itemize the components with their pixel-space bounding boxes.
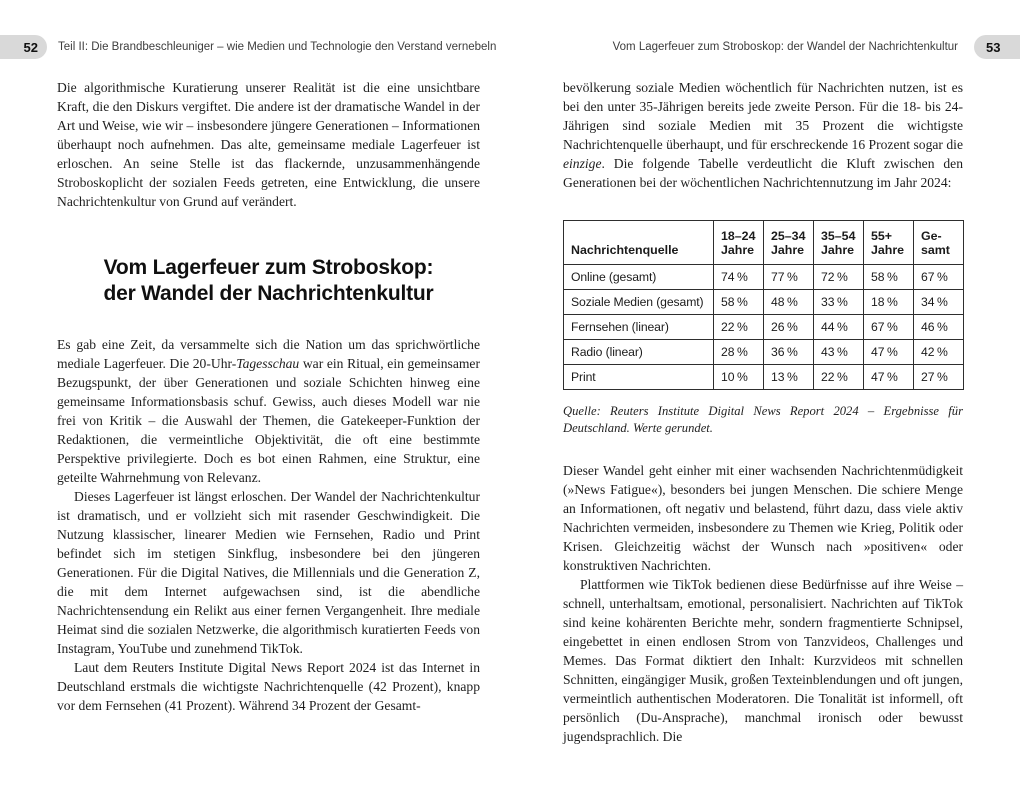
table-cell: 44 % <box>814 315 864 340</box>
table-cell-label: Radio (linear) <box>564 340 714 365</box>
table-header-cell <box>764 221 814 265</box>
paragraph-text: war ein Ritual, ein gemeinsamer Bezugspunkt, der über Generationen und soziale Schichten hinweg eine gemeinsame Informationsbasis schuf. Gewiss, auch dieses Modell war nie frei von Kritik – die Auswahl der Themen, die Gatekeeper-Funktion der Redaktionen, die vermeintliche Objektivität, die oft eine bestimmte Perspektive privilegierte. Doch es bot einen Rahmen, eine Struktur, eine geteilte Wahrnehmung von Relevanz. <box>57 356 480 485</box>
table-header-row <box>564 221 964 265</box>
table-cell: 27 % <box>914 365 964 390</box>
table-cell: 26 % <box>764 315 814 340</box>
table-cell: 28 % <box>714 340 764 365</box>
table-header-line: 35–54 <box>821 229 856 243</box>
page-number-badge-right <box>974 35 1020 59</box>
table-header-line: Ge- <box>921 229 942 243</box>
paragraph-text: bevölkerung soziale Medien wöchentlich für Nachrichten nutzen, ist es bei den unter 35-Jährigen bereits jede zweite Person. Für die 18- bis 24-Jährigen sind soziale Medien mit 35 Prozent die wichtigste Nachrichtenquelle überhaupt, und für erschreckende 16 Prozent sogar die <box>563 80 963 152</box>
table-header-cell <box>914 221 964 265</box>
table-header-line: 55+ <box>871 229 893 243</box>
table-header-line: Jahre <box>721 243 755 257</box>
table-cell-label: Soziale Medien (gesamt) <box>564 290 714 315</box>
table-cell: 43 % <box>814 340 864 365</box>
table-cell: 48 % <box>764 290 814 315</box>
table-header-cell <box>864 221 914 265</box>
news-usage-table <box>563 220 964 390</box>
table-header-cell <box>564 221 714 265</box>
page-number-badge-left <box>0 35 47 59</box>
page-number-right: 53 <box>986 39 1001 55</box>
italic-term: einzige <box>563 156 602 171</box>
table-cell: 77 % <box>764 265 814 290</box>
paragraph: Laut dem Reuters Institute Digital News Report 2024 ist das Internet in Deutschland erstmals die wichtigste Nachrichtenquelle (42 Prozent), knapp vor dem Fernsehen (41 Prozent). Während 34 Prozent der Gesamt- <box>57 660 480 713</box>
table-row <box>564 290 964 315</box>
table-row <box>564 365 964 390</box>
table-cell: 18 % <box>864 290 914 315</box>
table-cell-label: Fernsehen (linear) <box>564 315 714 340</box>
table-cell: 22 % <box>814 365 864 390</box>
table-header-line: samt <box>921 243 950 257</box>
table-cell: 67 % <box>864 315 914 340</box>
table-cell-label: Online (gesamt) <box>564 265 714 290</box>
paragraph: Dieser Wandel geht einher mit einer wachsenden Nachrichtenmüdigkeit (»News Fatigue«), besonders bei jungen Menschen. Die schiere Menge an Informationen, oft negativ und belastend, führt dazu, dass viele aktiv Nachrichten vermeiden, insbesondere zu Themen wie Krieg, Politik oder Krisen. Gleichzeitig wächst der Wunsch nach »positiven« oder konstruktiven Nachrichten. <box>563 463 963 573</box>
table-row <box>564 340 964 365</box>
paragraph: Die algorithmische Kuratierung unserer Realität ist die eine unsichtbare Kraft, die den Diskurs vergiftet. Die andere ist der dramatische Wandel in der Art und Weise, wie wir – insbesondere jüngere Generationen – Informationen überhaupt noch aufnehmen. Das alte, gemeinsame mediale Lagerfeuer ist erloschen. An seine Stelle ist das flackernde, unzusammenhängende Stroboskoplicht der sozialen Feeds getreten, eine Entwicklung, die unsere Nachrichtenkultur von Grund auf verändert. <box>57 80 480 209</box>
running-header-left: Teil II: Die Brandbeschleuniger – wie Medien und Technologie den Verstand vernebeln <box>58 41 497 53</box>
table-source-note: Quelle: Reuters Institute Digital News Report 2024 – Ergebnisse für Deutschland. Werte gerundet. <box>563 404 963 435</box>
table-cell: 36 % <box>764 340 814 365</box>
table-cell: 33 % <box>814 290 864 315</box>
table-cell: 58 % <box>714 290 764 315</box>
chapter-heading-line2: der Wandel der Nachrichtenkultur <box>103 282 434 305</box>
italic-term: Tagesschau <box>236 356 300 371</box>
table-header-line: 18–24 <box>721 229 756 243</box>
page-number-left: 52 <box>23 39 38 55</box>
table-row <box>564 315 964 340</box>
table-header-line: Nachrichtenquelle <box>571 243 679 257</box>
table-header-line: Jahre <box>821 243 855 257</box>
paragraph <box>57 335 480 487</box>
paragraph-text: . Die folgende Tabelle verdeutlicht die Kluft zwischen den Generationen bei der wöchentlichen Nachrichtennutzung im Jahr 2024: <box>563 156 963 190</box>
table-cell: 58 % <box>864 265 914 290</box>
paragraph-text: Es gab eine Zeit, da versammelte sich die Nation um das sprichwörtliche mediale Lagerfeuer. Die 20-Uhr- <box>57 337 480 371</box>
table-cell-label: Print <box>564 365 714 390</box>
paragraph: Dieses Lagerfeuer ist längst erloschen. Der Wandel der Nachrichtenkultur ist dramatisch, und er vollzieht sich mit rasender Geschwindigkeit. Die Nutzung klassischer, linearer Medien wie Fernsehen, Radio und Print befindet sich im stetigen Sinkflug, insbesondere bei den jüngeren Generationen. Für die Digital Natives, die Millennials und die Generation Z, die mit dem Internet aufgewachsen sind, ist die abendliche Nachrichtensendung ein Relikt aus einer fernen Vergangenheit. Ihre mediale Heimat sind die sozialen Netzwerke, die algorithmisch kuratierten Feeds von Instagram, YouTube und zunehmend TikTok. <box>57 489 480 656</box>
table-header-cell <box>714 221 764 265</box>
table-row <box>564 265 964 290</box>
table-header-cell <box>814 221 864 265</box>
table-cell: 42 % <box>914 340 964 365</box>
table-header-line: 25–34 <box>771 229 806 243</box>
page-left <box>57 78 480 715</box>
table-cell: 72 % <box>814 265 864 290</box>
table-cell: 67 % <box>914 265 964 290</box>
paragraph <box>563 78 963 192</box>
paragraph: Plattformen wie TikTok bedienen diese Bedürfnisse auf ihre Weise – schnell, unterhaltsam, emotional, personalisiert. Nachrichten auf TikTok sind keine kohärenten Berichte mehr, sondern fragmentierte Schnipsel, eingebettet in einen endlosen Strom von Tanzvideos, Challenges und Memes. Das Format diktiert den Inhalt: Kurzvideos mit schnellen Schnitten, eingängiger Musik, großen Texteinblendungen und oft jungen, vermeintlich authentischen Moderatoren. Die Tonalität ist informell, oft persönlich (Du-Ansprache), manchmal ironisch oder bewusst jugendsprachlich. Die <box>563 577 963 744</box>
chapter-heading <box>57 255 480 307</box>
table-cell: 10 % <box>714 365 764 390</box>
table-cell: 34 % <box>914 290 964 315</box>
running-header-right: Vom Lagerfeuer zum Stroboskop: der Wandel der Nachrichtenkultur <box>612 41 958 53</box>
chapter-heading-line1: Vom Lagerfeuer zum Stroboskop: <box>103 256 434 279</box>
table-cell: 46 % <box>914 315 964 340</box>
table-cell: 13 % <box>764 365 814 390</box>
table-header-line: Jahre <box>871 243 905 257</box>
table-cell: 22 % <box>714 315 764 340</box>
table-header-line: Jahre <box>771 243 805 257</box>
table-cell: 47 % <box>864 365 914 390</box>
table-cell: 47 % <box>864 340 914 365</box>
table-cell: 74 % <box>714 265 764 290</box>
page-right <box>563 78 963 746</box>
